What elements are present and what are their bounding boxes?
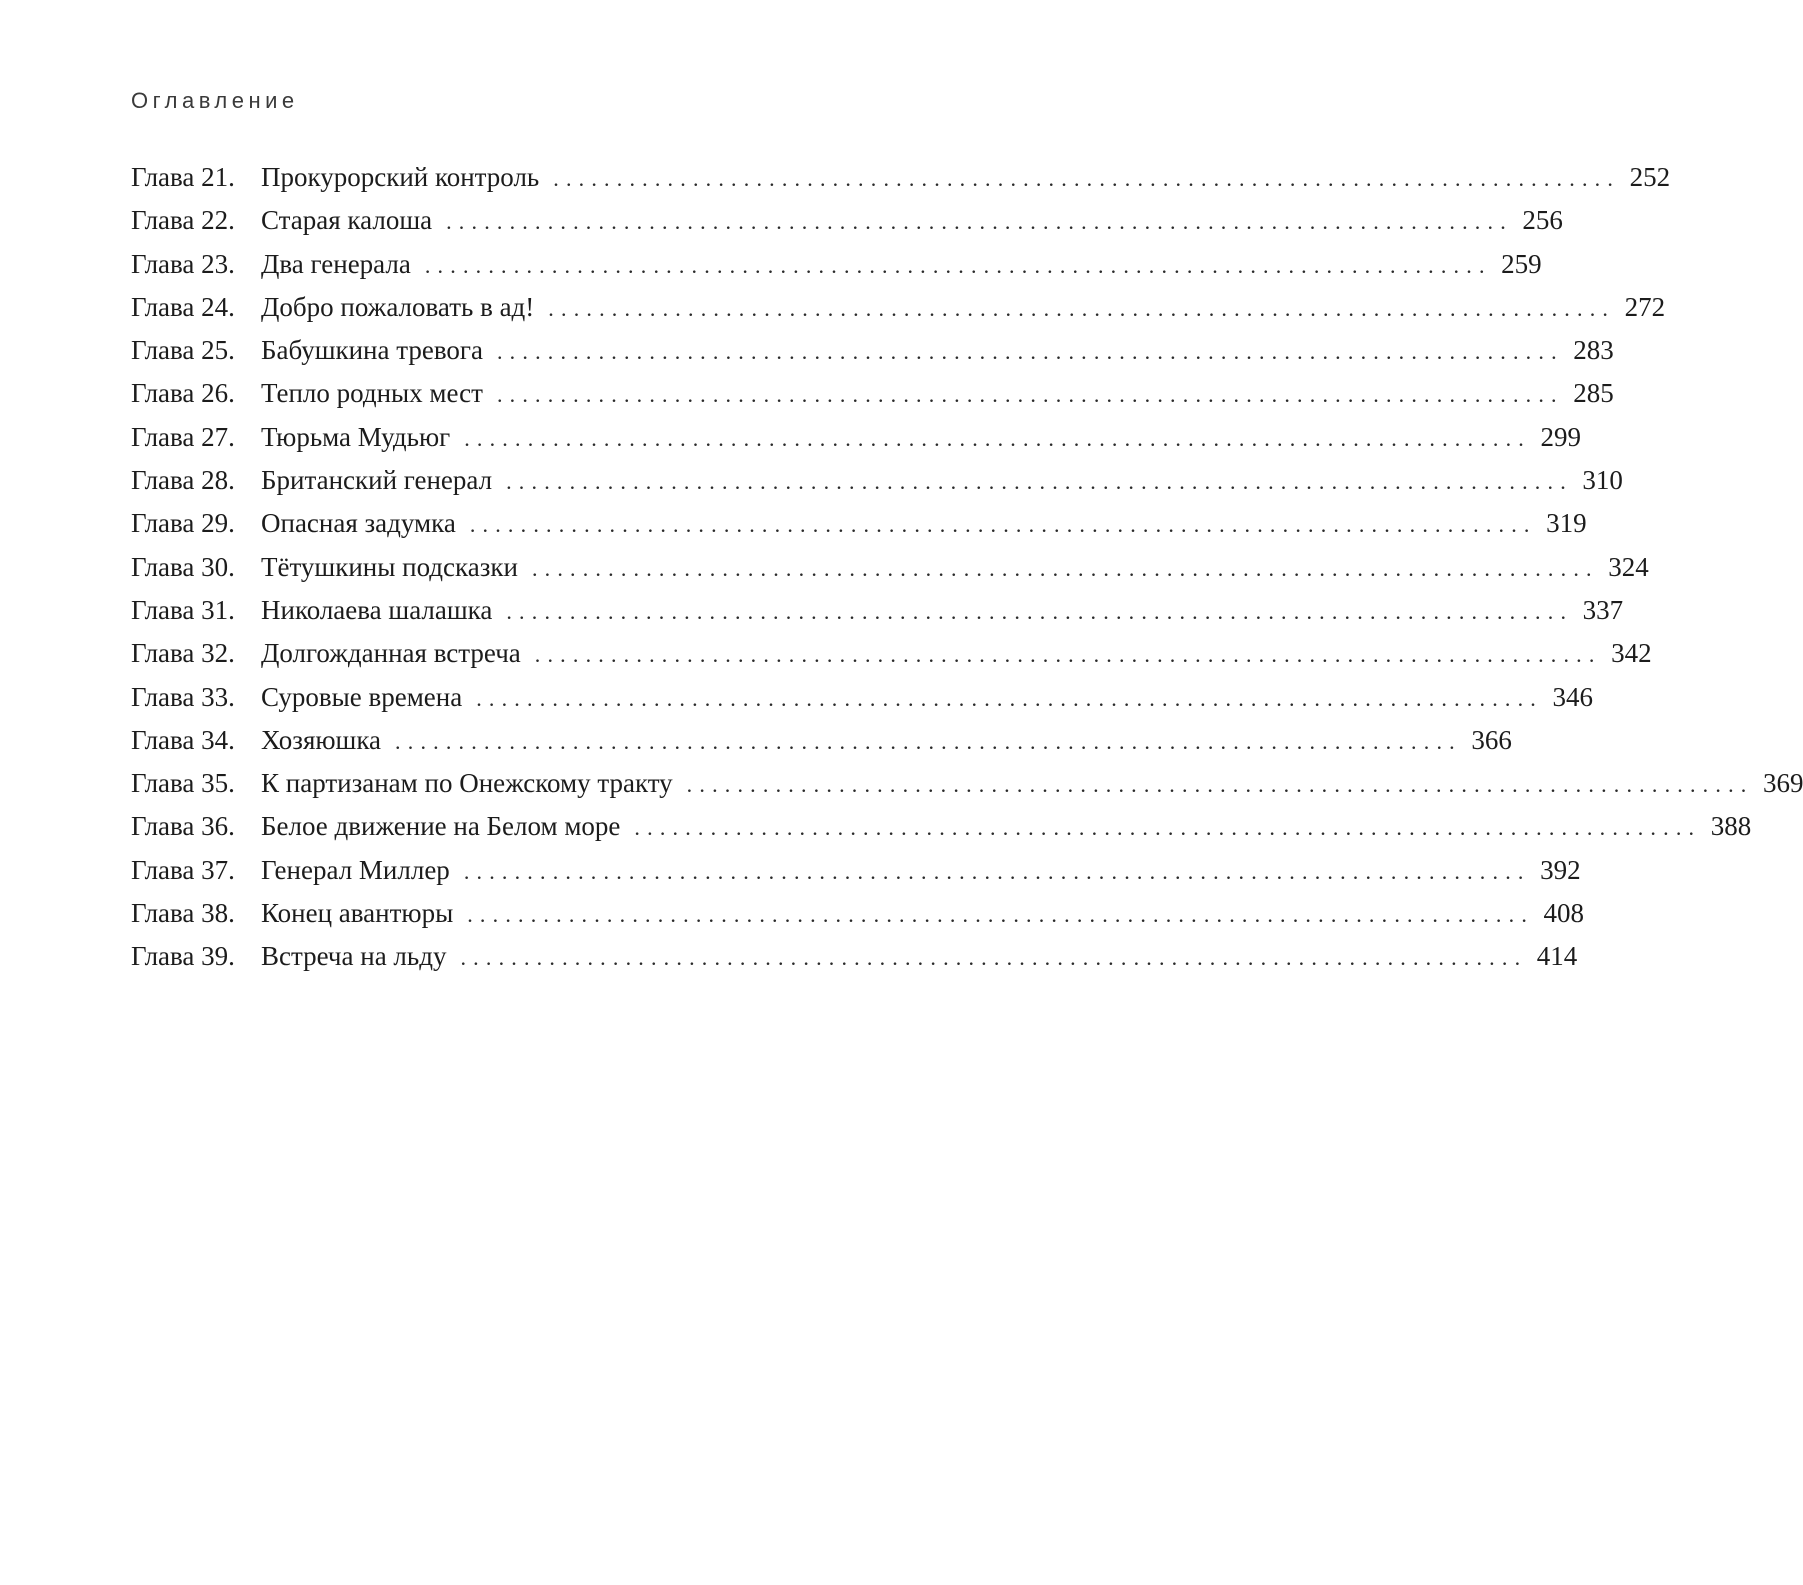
toc-entry	[131, 762, 1803, 805]
page-number: 256	[1522, 205, 1563, 236]
chapter-title: Прокурорский контроль	[261, 162, 540, 192]
dot-leader: ....................................................................................	[469, 512, 1537, 538]
toc-entry	[131, 502, 1587, 545]
chapter-label: Глава 37.	[131, 854, 235, 885]
dot-leader: ....................................................................................	[467, 902, 1535, 928]
page-number: 252	[1629, 162, 1671, 192]
toc-entry	[131, 416, 1582, 459]
dot-leader: ....................................................................................	[553, 166, 1621, 191]
page-number: 392	[1540, 854, 1581, 885]
dot-leader: ....................................................................................	[476, 685, 1544, 711]
toc-entry	[131, 632, 1652, 675]
page-number: 259	[1501, 248, 1542, 279]
page-number: 388	[1710, 811, 1752, 842]
chapter-title: К партизанам по Онежскому тракту	[261, 768, 673, 799]
chapter-title: Белое движение на Белом море	[261, 811, 621, 842]
toc-entry	[131, 935, 1578, 978]
chapter-title: Конец авантюры	[261, 898, 454, 929]
chapter-title: Суровые времена	[261, 681, 463, 712]
page-number: 337	[1582, 594, 1624, 625]
page-number: 342	[1611, 638, 1652, 669]
page-number: 324	[1608, 551, 1649, 582]
chapter-title: Встреча на льду	[261, 941, 447, 972]
chapter-label: Глава 36.	[131, 811, 235, 842]
dot-leader: ....................................................................................	[460, 945, 1528, 971]
dot-leader: ....................................................................................	[531, 555, 1599, 581]
chapter-label: Глава 34.	[131, 724, 235, 755]
toc-entry	[131, 286, 1666, 329]
toc-entry	[131, 329, 1614, 372]
dot-leader: ....................................................................................	[446, 209, 1513, 235]
toc-entry	[131, 589, 1624, 632]
toc-entry	[131, 805, 1752, 848]
chapter-title: Николаева шалашка	[261, 594, 493, 625]
chapter-title: Бабушкина тревога	[261, 335, 483, 366]
dot-leader: ....................................................................................	[395, 728, 1462, 754]
chapter-label: Глава 28.	[131, 465, 235, 496]
toc-entry	[131, 243, 1542, 286]
chapter-title: Старая калоша	[261, 205, 433, 236]
chapter-title: Британский генерал	[261, 465, 493, 496]
chapter-title: Тюрьма Мудьюг	[261, 421, 451, 452]
dot-leader: ....................................................................................	[496, 382, 1564, 408]
page-number: 346	[1552, 681, 1594, 712]
chapter-label: Глава 26.	[131, 378, 235, 409]
page-number: 299	[1540, 421, 1582, 452]
running-head: Оглавление	[131, 88, 299, 113]
chapter-label: Глава 33.	[131, 681, 235, 712]
chapter-title: Опасная задумка	[261, 508, 456, 539]
chapter-title: Тётушкины подсказки	[261, 551, 518, 582]
chapter-label: Глава 35.	[131, 768, 235, 799]
dot-leader: ....................................................................................	[534, 642, 1602, 668]
toc-entry	[131, 676, 1594, 719]
page-number: 310	[1582, 465, 1623, 496]
chapter-title: Два генерала	[261, 248, 411, 279]
toc-entry	[131, 546, 1649, 589]
dot-leader: ....................................................................................	[496, 339, 1564, 365]
chapter-label: Глава 27.	[131, 421, 235, 452]
page-number: 369	[1762, 768, 1803, 799]
chapter-label: Глава 24.	[131, 291, 235, 322]
chapter-label: Глава 39.	[131, 941, 235, 972]
toc-entry	[131, 892, 1585, 935]
table-of-contents	[131, 156, 1803, 979]
toc-entry	[131, 719, 1512, 762]
chapter-title: Генерал Миллер	[261, 854, 450, 885]
dot-leader: ....................................................................................	[463, 858, 1531, 884]
chapter-label: Глава 23.	[131, 248, 235, 279]
chapter-title: Долгожданная встреча	[261, 638, 521, 669]
chapter-label: Глава 32.	[131, 638, 235, 669]
page-number: 319	[1546, 508, 1587, 539]
toc-entry	[131, 372, 1614, 415]
dot-leader: ....................................................................................	[634, 815, 1702, 841]
page-number: 272	[1624, 291, 1666, 322]
chapter-label: Глава 22.	[131, 205, 235, 236]
chapter-label: Глава 30.	[131, 551, 235, 582]
page-number: 414	[1536, 941, 1578, 972]
chapter-label: Глава 29.	[131, 508, 235, 539]
page-number: 366	[1471, 724, 1512, 755]
chapter-label: Глава 21.	[131, 162, 235, 192]
dot-leader: ....................................................................................	[424, 252, 1492, 278]
page-number: 283	[1573, 335, 1614, 366]
chapter-label: Глава 31.	[131, 594, 235, 625]
toc-entry	[131, 459, 1623, 502]
page-number: 285	[1573, 378, 1614, 409]
toc-entry	[131, 849, 1581, 892]
dot-leader: ....................................................................................	[506, 469, 1573, 495]
chapter-title: Добро пожаловать в ад!	[261, 291, 535, 322]
toc-entry	[131, 199, 1563, 242]
chapter-title: Тепло родных мест	[261, 378, 483, 409]
chapter-label: Глава 38.	[131, 898, 235, 929]
toc-entry	[131, 156, 1671, 199]
dot-leader: ....................................................................................	[464, 425, 1532, 451]
page-number: 408	[1543, 898, 1585, 929]
dot-leader: ....................................................................................	[548, 295, 1616, 321]
chapter-title: Хозяюшка	[261, 724, 382, 755]
dot-leader: ....................................................................................	[506, 598, 1574, 624]
chapter-label: Глава 25.	[131, 335, 235, 366]
dot-leader: ....................................................................................	[686, 772, 1754, 798]
